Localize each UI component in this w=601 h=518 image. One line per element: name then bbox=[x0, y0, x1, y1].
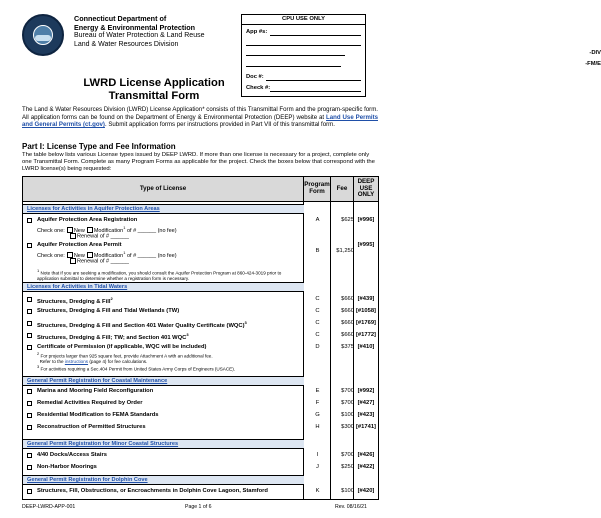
program-form: K bbox=[315, 488, 320, 494]
instructions-link[interactable]: instructions bbox=[64, 358, 89, 364]
fee: $100 bbox=[341, 412, 354, 418]
cpu-box-title: CPU USE ONLY bbox=[242, 15, 365, 25]
agency-line-1: Connecticut Department of bbox=[74, 14, 167, 23]
fee: $660 bbox=[341, 332, 354, 338]
renewal-checkbox[interactable] bbox=[70, 258, 76, 264]
tidal-note-2-text-b: (page 4) for fee calculations. bbox=[88, 358, 148, 364]
docks-checkbox[interactable] bbox=[27, 453, 32, 458]
program-form: D bbox=[315, 344, 320, 350]
form-title-line-2: Transmittal Form bbox=[108, 90, 200, 102]
fee: $250 bbox=[341, 464, 354, 470]
program-form: C bbox=[315, 320, 320, 326]
agency-line-2: Energy & Environmental Protection bbox=[74, 22, 196, 32]
aquifer-note-body: Note that if you are seeking a modification, you should consult the Aquifer Protection Program at 860-424-3019 prior to application submittal to determine whether a registration form is necessary. bbox=[37, 270, 282, 281]
deep-code: [#995] bbox=[357, 242, 375, 248]
program-form: J bbox=[316, 464, 319, 470]
cpu-use-only-box bbox=[241, 14, 601, 97]
license-label: Non-Harbor Moorings bbox=[37, 464, 97, 470]
section-aquifer: Licenses for Activities in Aquifer Protection Areas bbox=[23, 204, 304, 214]
fee: $100 bbox=[341, 488, 354, 494]
check-number-label: Check #: bbox=[246, 85, 271, 91]
sdf-wqc-checkbox[interactable] bbox=[27, 321, 32, 326]
license-label: Marina and Mooring Field Reconfiguration bbox=[37, 388, 154, 394]
fee: $1,250 bbox=[336, 248, 354, 254]
aquifer-note-text: $^1$ Note that if you are seeking a modification, you should consult the Aquifer Protection Program at 860-424-3019 prior to application submittal to determine whether a registration form is necessary. bbox=[37, 268, 282, 281]
license-label: Aquifer Protection Area Registration bbox=[37, 217, 138, 223]
footer-form-id: DEEP-LWRD-APP-001 bbox=[22, 504, 76, 510]
of-label: of # bbox=[126, 252, 137, 259]
div-label: -DIV bbox=[589, 50, 601, 56]
doc-number-label: Doc #: bbox=[246, 74, 264, 80]
fee: $700 bbox=[341, 452, 354, 458]
agency-block bbox=[74, 15, 244, 49]
fee: $660 bbox=[341, 320, 354, 326]
no-fee-label: (no fee) bbox=[157, 252, 177, 259]
check-one-label: Check one: bbox=[37, 252, 65, 259]
footer-revision: Rev. 08/16/21 bbox=[335, 504, 367, 510]
license-label-text: Structures, Dredging & Fill and Section 401 Water Quality Certificate (WQC) bbox=[37, 322, 245, 329]
fee: $660 bbox=[341, 308, 354, 314]
fee: $700 bbox=[341, 388, 354, 394]
col-fee: Fee bbox=[331, 177, 354, 202]
license-label: Certificate of Permission (if applicable, WQC will be included) bbox=[37, 344, 207, 350]
section-dolphin-cove: General Permit Registration for Dolphin Cove bbox=[23, 475, 304, 485]
license-label: Reconstruction of Permitted Structures bbox=[37, 424, 146, 430]
new-label: New bbox=[73, 227, 85, 234]
license-label: Structures, Dredging & Fill$^2$ bbox=[37, 296, 113, 305]
permits-link[interactable]: Land Use Permits and General Permits (ct.gov) bbox=[22, 113, 378, 129]
cop-checkbox[interactable] bbox=[27, 345, 32, 350]
renewal-label: Renewal of # bbox=[77, 233, 110, 240]
agency-line-3: Bureau of Water Protection & Land Reuse bbox=[74, 32, 205, 40]
intro-paragraph bbox=[22, 106, 378, 129]
program-form: C bbox=[315, 296, 320, 302]
fee: $700 bbox=[341, 400, 354, 406]
sdf-tw-wqc-checkbox[interactable] bbox=[27, 333, 32, 338]
sdf-checkbox[interactable] bbox=[27, 297, 32, 302]
license-label-text: Structures, Dredging & Fill bbox=[37, 298, 111, 305]
footer-page-number: Page 1 of 6 bbox=[185, 504, 212, 510]
aquifer-registration-checkbox[interactable] bbox=[27, 218, 32, 223]
remedial-checkbox[interactable] bbox=[27, 401, 32, 406]
check-number-field[interactable] bbox=[270, 91, 361, 92]
license-label-text: Structures, Dredging & Fill; TW; and Section 401 WQC bbox=[37, 334, 187, 341]
app-number-label: App #s: bbox=[246, 29, 268, 35]
modification-label: Modification bbox=[93, 227, 124, 234]
license-label: Remedial Activities Required by Order bbox=[37, 400, 143, 406]
deep-code: [#426] bbox=[357, 452, 375, 458]
aquifer-permit-checkbox[interactable] bbox=[27, 243, 32, 248]
col-type-of-license: Type of License bbox=[23, 177, 304, 202]
fee: $375 bbox=[341, 344, 354, 350]
check-one-label: Check one: bbox=[37, 227, 65, 234]
program-form: C bbox=[315, 308, 320, 314]
tidal-note-3: $^3$ For activities requiring a Sec.404 Permit from United States Army Corps of Engineers (USACE). bbox=[37, 364, 236, 372]
deep-code: [#992] bbox=[357, 388, 375, 394]
form-title-line-1: LWRD License Application bbox=[83, 77, 225, 89]
deep-code: [#427] bbox=[357, 400, 375, 406]
program-form: H bbox=[315, 424, 320, 430]
tidal-notes bbox=[37, 351, 302, 372]
renewal-option: Renewal of # ______ bbox=[68, 233, 129, 239]
check-one-options: Check one: New Modification$^1$ of # ______ (no fee) bbox=[37, 250, 177, 259]
tidal-note-1-text: For projects larger than 925 square feet, provide Attachment A with an additional fee. bbox=[40, 353, 213, 359]
license-label: Aquifer Protection Area Permit bbox=[37, 242, 122, 248]
intro-text-2: . Submit application forms per instructions provided in Part VII of this transmittal form. bbox=[104, 121, 335, 129]
license-label: Structures, Dredging & Fill and Tidal Wetlands (TW) bbox=[37, 308, 180, 314]
new-label: New bbox=[73, 252, 85, 259]
license-label: 4/40 Docks/Access Stairs bbox=[37, 452, 107, 458]
license-label: Structures, Dredging & Fill and Section 401 Water Quality Certificate (WQC)$^3$ bbox=[37, 320, 247, 329]
tidal-note-3-text: For activities requiring a Sec.404 Permit from United States Army Corps of Engineers (USACE). bbox=[40, 366, 236, 372]
fee: $660 bbox=[341, 296, 354, 302]
renewal-checkbox[interactable] bbox=[70, 233, 76, 239]
moorings-checkbox[interactable] bbox=[27, 465, 32, 470]
ct-deep-seal bbox=[22, 14, 64, 56]
app-number-field[interactable] bbox=[270, 35, 361, 36]
section-minor-coastal: General Permit Registration for Minor Coastal Structures bbox=[23, 439, 304, 449]
program-form: B bbox=[315, 248, 320, 254]
deep-code: [#422] bbox=[357, 464, 375, 470]
no-fee-label: (no fee) bbox=[157, 227, 177, 234]
deep-code: [#420] bbox=[357, 488, 375, 494]
renewal-option: Renewal of # ______ bbox=[68, 258, 129, 264]
program-form: G bbox=[315, 412, 320, 418]
program-form: A bbox=[315, 217, 320, 223]
part1-description: The table below lists various License types issued by DEEP LWRD. If more than one license is necessary for a project, complete only one Transmittal Form. Complete as many Program Forms as applicable for the project. Check the boxes below that correspond with the LWRD license(s) being requested: bbox=[22, 152, 375, 172]
check-one-options: Check one: New Modification$^1$ of # ______ (no fee) bbox=[37, 225, 177, 234]
deep-code: [#439] bbox=[357, 296, 375, 302]
agency-line-4: Land & Water Resources Division bbox=[74, 40, 179, 48]
tidal-note-1: $^2$ For projects larger than 925 square feet, provide Attachment A with an additional fee. bbox=[37, 351, 213, 359]
intro-text-1: The Land & Water Resources Division (LWRD) License Application* consists of this Transmittal Form and the program-specific form. All application forms can be found on the Department of Energy & Environmental Protection (DEEP) website at bbox=[22, 106, 378, 121]
deep-code: [#1741] bbox=[356, 424, 376, 430]
program-form: F bbox=[315, 400, 320, 406]
fee: $625 bbox=[341, 217, 354, 223]
modification-label: Modification bbox=[93, 252, 124, 259]
fema-checkbox[interactable] bbox=[27, 413, 32, 418]
deep-code: [#996] bbox=[357, 217, 375, 223]
doc-number-field[interactable] bbox=[266, 80, 361, 81]
deep-code: [#1769] bbox=[356, 320, 376, 326]
program-form: E bbox=[315, 388, 320, 394]
sdf-tw-checkbox[interactable] bbox=[27, 309, 32, 314]
section-coastal-maintenance: General Permit Registration for Coastal Maintenance bbox=[23, 376, 304, 386]
form-title bbox=[74, 77, 234, 103]
tidal-note-2-text-a: Refer to the bbox=[39, 358, 65, 364]
deep-code: [#410] bbox=[357, 344, 375, 350]
seal-wave bbox=[35, 35, 51, 41]
license-table bbox=[22, 176, 379, 500]
dolphin-cove-checkbox[interactable] bbox=[27, 489, 32, 494]
license-label: Residential Modification to FEMA Standards bbox=[37, 412, 159, 418]
deep-code: [#1772] bbox=[356, 332, 376, 338]
program-form: C bbox=[315, 332, 320, 338]
program-form: I bbox=[316, 452, 319, 458]
of-label: of # bbox=[126, 227, 137, 234]
section-tidal-waters: Licenses for Activities in Tidal Waters bbox=[23, 282, 304, 292]
license-label: Structures, Dredging & Fill; TW; and Section 401 WQC$^3$ bbox=[37, 332, 189, 341]
marina-checkbox[interactable] bbox=[27, 389, 32, 394]
col-program-form: Program Form bbox=[304, 177, 331, 202]
fme-label: -FM/E bbox=[585, 61, 601, 67]
deep-code: [#423] bbox=[357, 412, 375, 418]
deep-code: [#1058] bbox=[356, 308, 376, 314]
fee: $300 bbox=[341, 424, 354, 430]
license-label: Structures, Fill, Obstructions, or Encroachments in Dolphin Cove Lagoon, Stamford bbox=[37, 488, 268, 494]
renewal-label: Renewal of # bbox=[77, 258, 110, 265]
col-deep-use-only: DEEP USE ONLY bbox=[354, 177, 378, 202]
part1-heading: Part I: License Type and Fee Information bbox=[22, 142, 176, 151]
app-number-field-2[interactable] bbox=[246, 45, 361, 46]
reconstruction-checkbox[interactable] bbox=[27, 425, 32, 430]
